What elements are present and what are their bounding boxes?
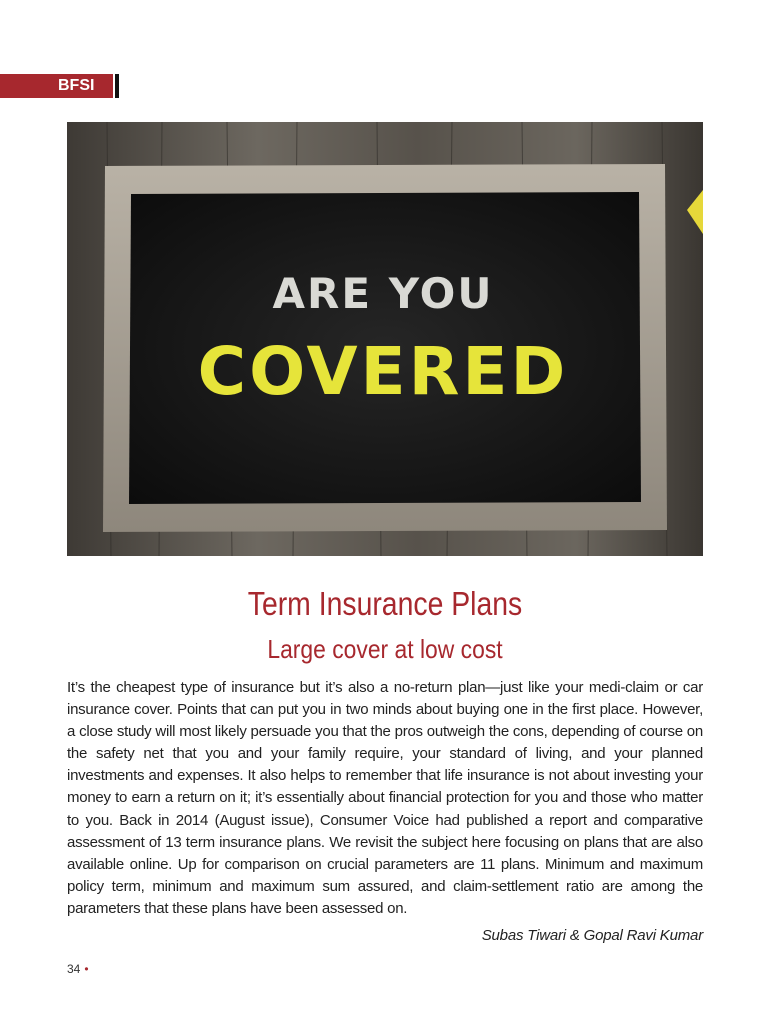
article-title: Term Insurance Plans [247,585,523,622]
article-byline: Subas Tiwari & Gopal Ravi Kumar [481,927,703,944]
article-subtitle: Large cover at low cost [267,634,503,664]
chalkboard-illustration [67,122,703,556]
section-tag-bar [115,74,119,98]
section-label: BFSI [58,77,95,94]
page-footer [67,962,89,976]
chalk-line-1: ARE YOU [272,269,494,318]
article-body: It’s the cheapest type of insurance but it’s also a no-return plan—just like your medi-claim or car insurance cover. Points that can put you in two minds about buying one in the first place. However, a close study will most likely persuade you that the pros outweigh the cons, depending of course on the safety net that you and your family require, your standard of living, and your planned investments and expenses. It also helps to remember that life insurance is not about investing your money to earn a return on it; it’s essentially about financial protection for you and those who matter to you. Back in 2014 (August issue), Consumer Voice had published a report and comparative assessment of 13 term insurance plans. We revisit the subject here focusing on plans that are also available online. Up for comparison on crucial parameters are 11 plans. Minimum and maximum policy term, minimum and maximum sum assured, and claim-settlement ratio are among the parameters that these plans have been assessed on. [67,679,703,917]
footer-bullet: • [84,962,89,976]
page-number: 34 [67,962,81,976]
section-tag [0,74,113,98]
hero-image [67,122,703,556]
chalk-line-2: COVERED [197,333,569,410]
